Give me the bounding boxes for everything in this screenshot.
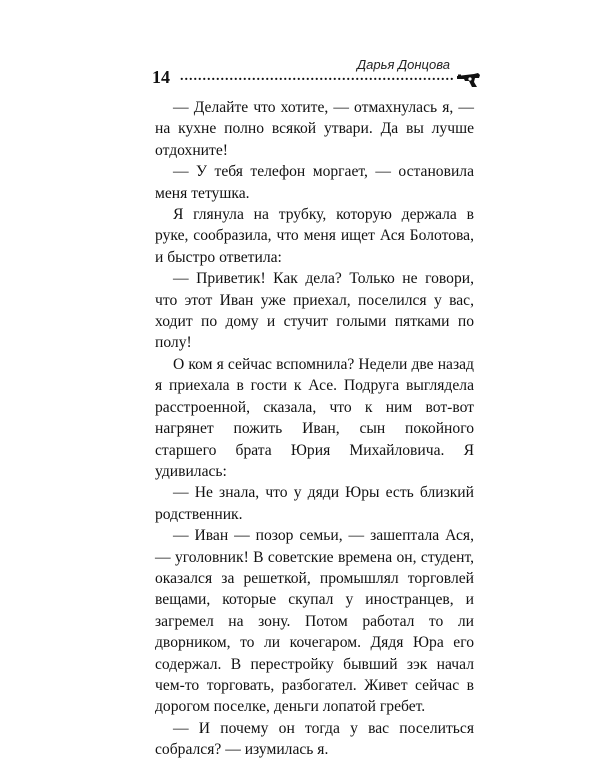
paragraph: — Иван — позор семьи, — зашептала Ася, — уголовник! В советские времена он, студент, оказался за решеткой, промышлял торговлей вещами, которые скупал у иностранцев, и загремел на зону. Потом работал то ли дворником, то ли кочегаром. Дядя Юра его содержал. В перестройку бывший зэк начал чем-то торговать, разбогател. Живет сейчас в дорогом поселке, деньги лопатой гребет. [155,527,474,716]
author-name: Дарья Донцова [357,57,450,72]
revolver-icon [456,70,482,88]
page-number: 14 [152,67,170,87]
paragraph: — И почему он тогда у вас поселиться собрался? — изумилась я. [155,719,474,759]
paragraph: — Не знала, что у дяди Юры есть близкий родственник. [155,484,474,523]
paragraph: — Делайте что хотите, — отмахнулась я, — на кухне полно всякой утвари. Да вы лучше отдохните! [155,99,474,159]
paragraph: О ком я сейчас вспомнила? Недели две назад я приехала в гости к Асе. Подруга выглядела расстроенной, сказала, что к ним вот-вот нагрянет пожить Иван, сын покойного старшего брата Юрия Михайловича. Я удивилась: [155,355,474,480]
paragraph: — Приветик! Как дела? Только не говори, что этот Иван уже приехал, поселился у вас, ходит по дому и стучит голыми пятками по полу! [155,270,474,352]
dotted-leader: ............................................................. [180,70,455,84]
paragraph: — У тебя телефон моргает, — остановила меня тетушка. [155,163,474,202]
body-text [155,97,474,761]
running-header [152,58,482,88]
paragraph: Я глянула на трубку, которую держала в руке, сообразила, что меня ищет Ася Болотова, и быстро ответила: [155,206,474,266]
